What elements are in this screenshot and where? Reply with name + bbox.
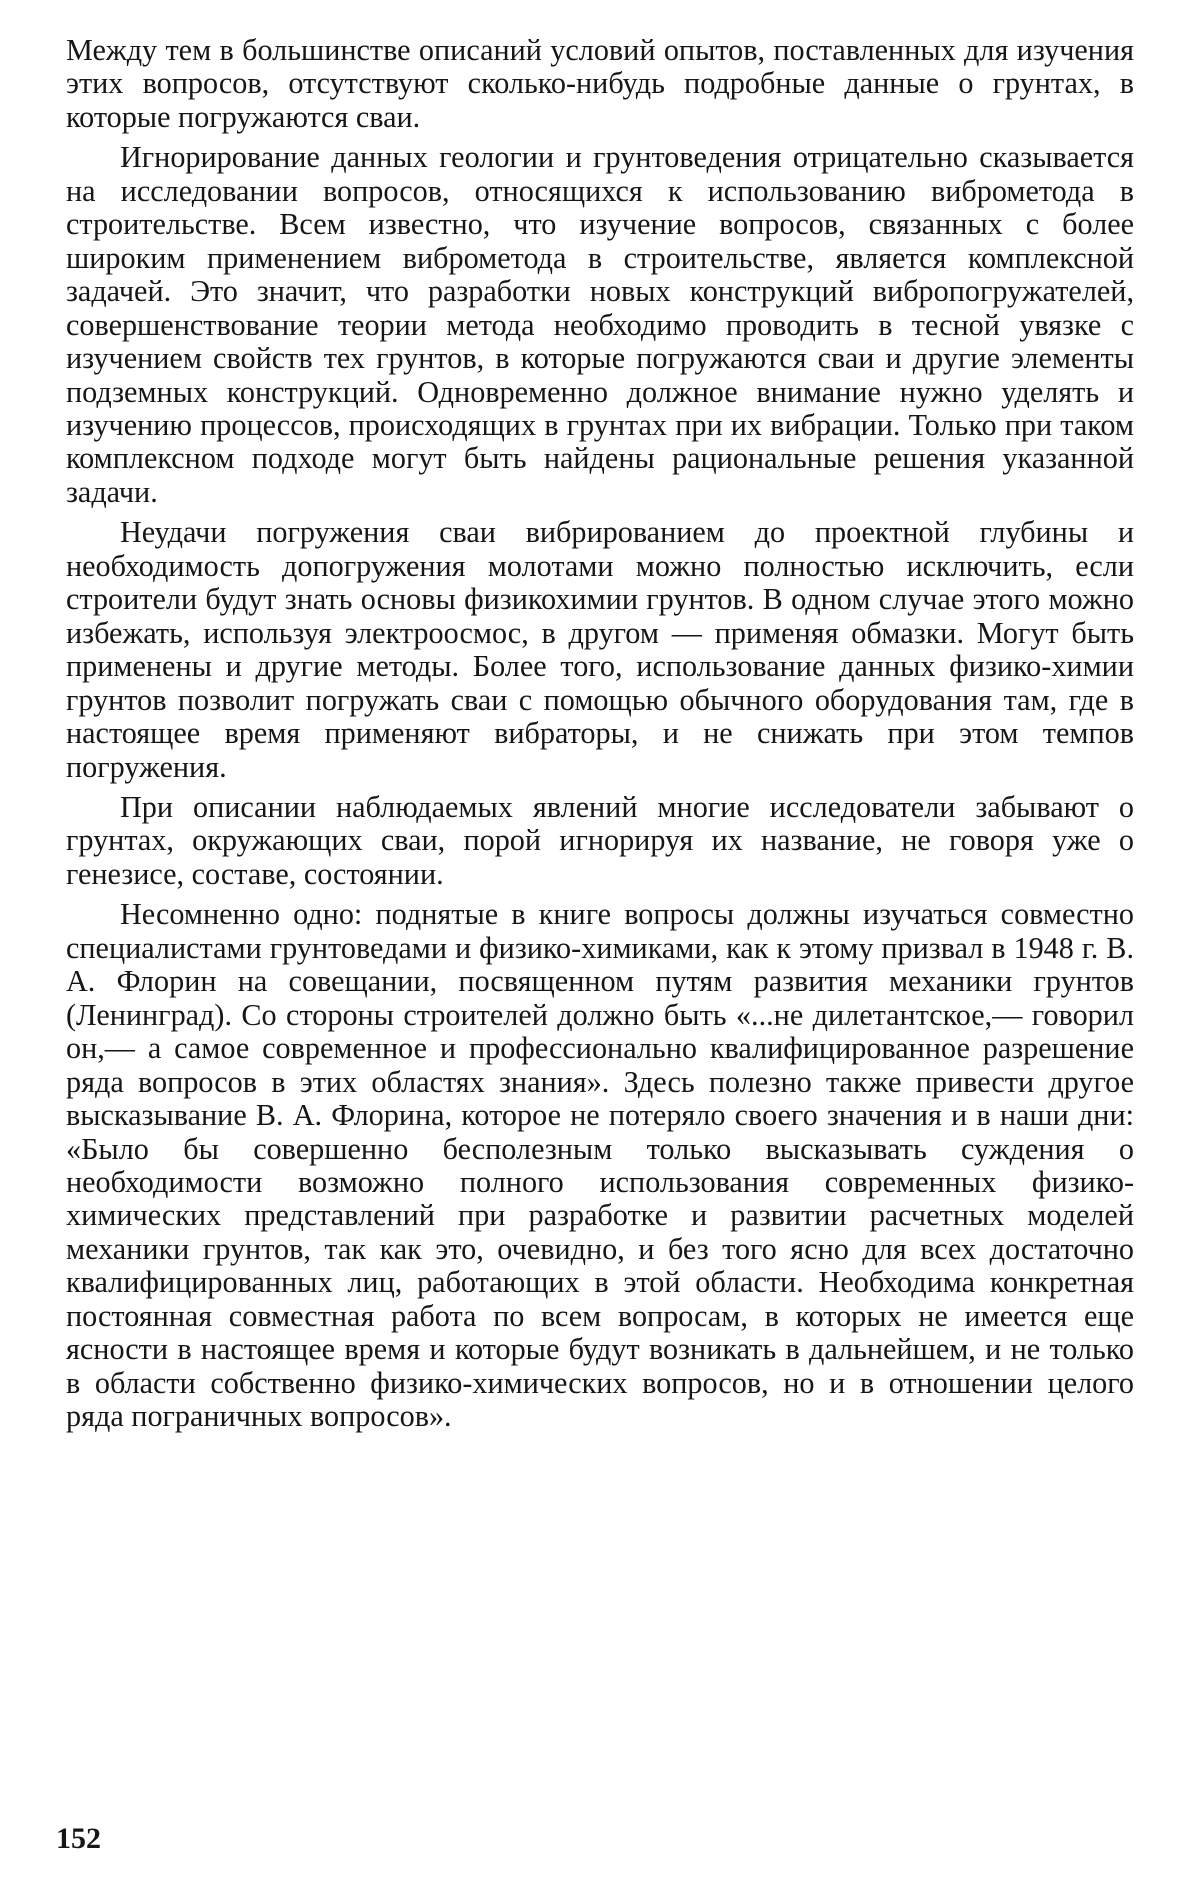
page-body (66, 34, 1134, 1434)
paragraph-researchers: При описании наблюдаемых явлений многие исследователи забывают о грунтах, окружающих сваи, порой игнорируя их название, не говоря уже о генезисе, составе, состоянии. (66, 789, 1134, 891)
paragraph-failures: Неудачи погружения сваи вибрированием до проектной глубины и необходимость допогружения молотами можно полностью исключить, если строители будут знать основы физикохимии грунтов. В одном случае этого можно избежать, используя электроосмос, в другом — применяя обмазки. Могут быть применены и другие методы. Более того, использование данных физико-химии грунтов позволит погружать сваи с помощью обычного оборудования там, где в настоящее время применяют вибраторы, и не снижать при этом темпов погружения. (66, 515, 1134, 784)
paragraph-florin: Несомненно одно: поднятые в книге вопросы должны изучаться совместно специалистами грунтоведами и физико-химиками, как к этому призвал в 1948 г. В. А. Флорин на совещании, посвященном путям развития механики грунтов (Ленинград). Со стороны строителей должно быть «...не дилетантское,— говорил он,— а самое современное и профессионально квалифицированное разрешение ряда вопросов в этих областях знания». Здесь полезно также привести другое высказывание В. А. Флорина, которое не потеряло своего значения и в наши дни: «Было бы совершенно бесполезным только высказывать суждения о необходимости возможно полного использования современных физико-химических представлений при разработке и развитии расчетных моделей механики грунтов, так как это, очевидно, и без того ясно для всех достаточно квалифицированных лиц, работающих в этой области. Необходима конкретная постоянная совместная работа по всем вопросам, в которых не имеется еще ясности в настоящее время и которые будут возникать в дальнейшем, и не только в области собственно физико-химических вопросов, но и в отношении целого ряда пограничных вопросов». (66, 897, 1134, 1434)
page-number: 152 (56, 1822, 101, 1855)
paragraph-geology: Игнорирование данных геологии и грунтоведения отрицательно сказывается на исследовании вопросов, относящихся к использованию виброметода в строительстве. Всем известно, что изучение вопросов, связанных с более широким применением виброметода в строительстве, является комплексной задачей. Это значит, что разработки новых конструкций вибропогружателей, совершенствование теории метода необходимо проводить в тесной увязке с изучением свойств тех грунтов, в которые погружаются сваи и другие элементы подземных конструкций. Одновременно должное внимание нужно уделять и изучению процессов, происходящих в грунтах при их вибрации. Только при таком комплексном подходе могут быть найдены рациональные решения указанной задачи. (66, 140, 1134, 509)
paragraph-continuation: Между тем в большинстве описаний условий опытов, поставленных для изучения этих вопросов, отсутствуют сколько-нибудь подробные данные о грунтах, в которые погружаются сваи. (66, 33, 1134, 134)
